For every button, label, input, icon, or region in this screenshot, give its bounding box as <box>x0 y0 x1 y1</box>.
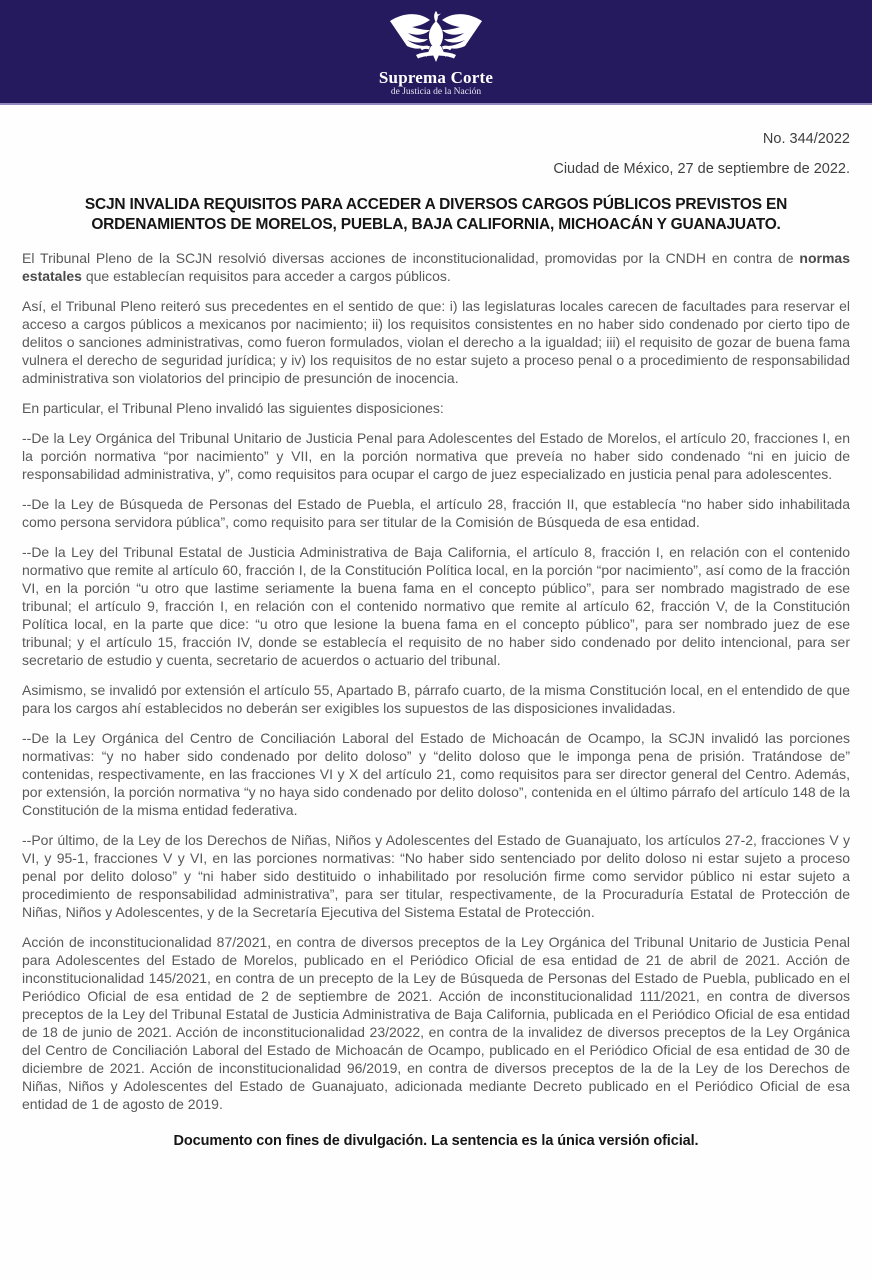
body-paragraph-acciones: Acción de inconstitucionalidad 87/2021, en contra de diversos preceptos de la Ley Orgánica del Tribunal Unitario de Justicia Penal para Adolescentes del Estado de Morelos, publicado en el Periódico Oficial de esa entidad de 21 de abril de 2021. Acción de inconstitucionalidad 145/2021, en contra de un precepto de la Ley de Búsqueda de Personas del Estado de Puebla, publicado en el Periódico Oficial de esa entidad de 2 de septiembre de 2021. Acción de inconstitucionalidad 111/2021, en contra de diversos preceptos de la Ley del Tribunal Estatal de Justicia Administrativa de Baja California, publicada en el Periódico Oficial de esa entidad de 18 de junio de 2021. Acción de inconstitucionalidad 23/2022, en contra de la invalidez de diversos preceptos de la Ley Orgánica del Centro de Conciliación Laboral del Estado de Michoacán de Ocampo, publicado en el Periódico Oficial de esa entidad de 30 de diciembre de 2021. Acción de inconstitucionalidad 96/2019, en contra de diversos preceptos de la de la Ley de los Derechos de Niñas, Niños y Adolescentes del Estado de Guanajuato, adicionada mediante Decreto publicado en el Periódico Oficial de esa entidad de 1 de agosto de 2019. <box>22 933 850 1112</box>
body-paragraph-baja-california: --De la Ley del Tribunal Estatal de Justicia Administrativa de Baja California, el artículo 8, fracción I, en relación con el contenido normativo que remite al artículo 60, fracción I, de la Constitución Política local, en la porción “por nacimiento”, así como de la fracción VI, en la porción “u otro que lastime seriamente la buena fama en el concepto público”, para ser nombrado magistrado de ese tribunal; el artículo 9, fracción I, en relación con el contenido normativo que remite al artículo 62, fracción V, de la Constitución Política local, en la parte que dice: “u otro que lesione la buena fama en el concepto público”, para ser nombrado juez de ese tribunal; y el artículo 15, fracción IV, donde se establecía el requisito de no haber sido condenado por delito intencional, para ser secretario de estudio y cuenta, secretario de acuerdos o actuario del tribunal. <box>22 543 850 668</box>
intro-text-before: El Tribunal Pleno de la SCJN resolvió diversas acciones de inconstitucionalidad, promovidas por la CNDH en contra de <box>22 249 800 266</box>
disclaimer-footer: Documento con fines de divulgación. La sentencia es la única versión oficial. <box>173 1132 699 1149</box>
intro-text-after: que establecían requisitos para acceder a cargos públicos. <box>81 267 451 284</box>
document-body <box>0 105 872 1149</box>
scjn-eagle-logo <box>384 9 488 67</box>
dateline: Ciudad de México, 27 de septiembre de 2022. <box>553 161 850 177</box>
body-paragraph-guanajuato: --Por último, de la Ley de los Derechos de Niñas, Niños y Adolescentes del Estado de Guanajuato, los artículos 27-2, fracciones V y VI, y 95-1, fracciones V y VI, en las porciones normativas: “No haber sido sentenciado por delito doloso ni estar sujeto a proceso penal por delito doloso” y “ni haber sido destituido o inhabilitado por resolución firme como servidor público ni estar sujeto a procedimiento de responsabilidad administrativa”, para ser titular, respectivamente, de la Procuraduría Estatal de Protección de Niñas, Niños y Adolescentes, y de la Secretaría Ejecutiva del Sistema Estatal de Protección. <box>22 831 850 920</box>
body-paragraph-en-particular: En particular, el Tribunal Pleno invalidó las siguientes disposiciones: <box>22 399 444 416</box>
body-paragraph-puebla: --De la Ley de Búsqueda de Personas del Estado de Puebla, el artículo 28, fracción II, que establecía “no haber sido inhabilitada como persona servidora pública”, como requisito para ser titular de la Comisión de Búsqueda de esa entidad. <box>22 495 850 530</box>
doc-number: No. 344/2022 <box>762 131 850 147</box>
body-paragraph-extension: Asimismo, se invalidó por extensión el artículo 55, Apartado B, párrafo cuarto, de la misma Constitución local, en el entendido de que para los cargos ahí establecidos no deberán ser exigibles los supuestos de las disposiciones invalidadas. <box>22 681 850 716</box>
header-banner <box>0 0 872 105</box>
org-name-text: Suprema Corte <box>378 67 494 87</box>
scjn-logo-block <box>379 5 493 98</box>
intro-bold-phrase: normas estatales <box>22 249 850 284</box>
press-release-title: SCJN INVALIDA REQUISITOS PARA ACCEDER A DIVERSOS CARGOS PÚBLICOS PREVISTOS EN ORDENAMIENTOS DE MORELOS, PUEBLA, BAJA CALIFORNIA, MICHOACÁN Y GUANAJUATO. <box>84 196 788 233</box>
body-paragraph-michoacan: --De la Ley Orgánica del Centro de Conciliación Laboral del Estado de Michoacán de Ocampo, la SCJN invalidó las porciones normativas: “y no haber sido condenado por delito doloso” y “delito doloso que le imponga pena de prisión. Tratándose de” contenidas, respectivamente, en las fracciones VI y X del artículo 21, como requisitos para ser director general del Centro. Además, por extensión, la porción normativa “y no haya sido condenado por delito doloso”, contenida en el último párrafo del artículo 148 de la Constitución de la misma entidad federativa. <box>22 729 850 818</box>
body-paragraph-precedentes: Así, el Tribunal Pleno reiteró sus precedentes en el sentido de que: i) las legislaturas locales carecen de facultades para reservar el acceso a cargos públicos a mexicanos por nacimiento; ii) los requisitos consistentes en no haber sido condenado por cierto tipo de delitos o sanciones administrativas, como fueron formulados, violan el derecho a la igualdad; iii) el requisito de gozar de buena fama vulnera el derecho de seguridad jurídica; y iv) los requisitos de no estar sujeto a proceso penal o a procedimiento de responsabilidad administrativa son violatorios del principio de presunción de inocencia. <box>22 297 850 386</box>
body-paragraph-morelos: --De la Ley Orgánica del Tribunal Unitario de Justicia Penal para Adolescentes del Estado de Morelos, el artículo 20, fracciones I, en la porción normativa “por nacimiento” y VII, en la porción normativa que preveía no haber sido condenado “ni en juicio de responsabilidad administrativa, y”, como requisitos para ocupar el cargo de juez especializado en justicia penal para adolescentes. <box>22 429 850 482</box>
intro-paragraph <box>22 249 850 285</box>
org-subtitle-text: de Justicia de la Nación <box>390 86 482 97</box>
